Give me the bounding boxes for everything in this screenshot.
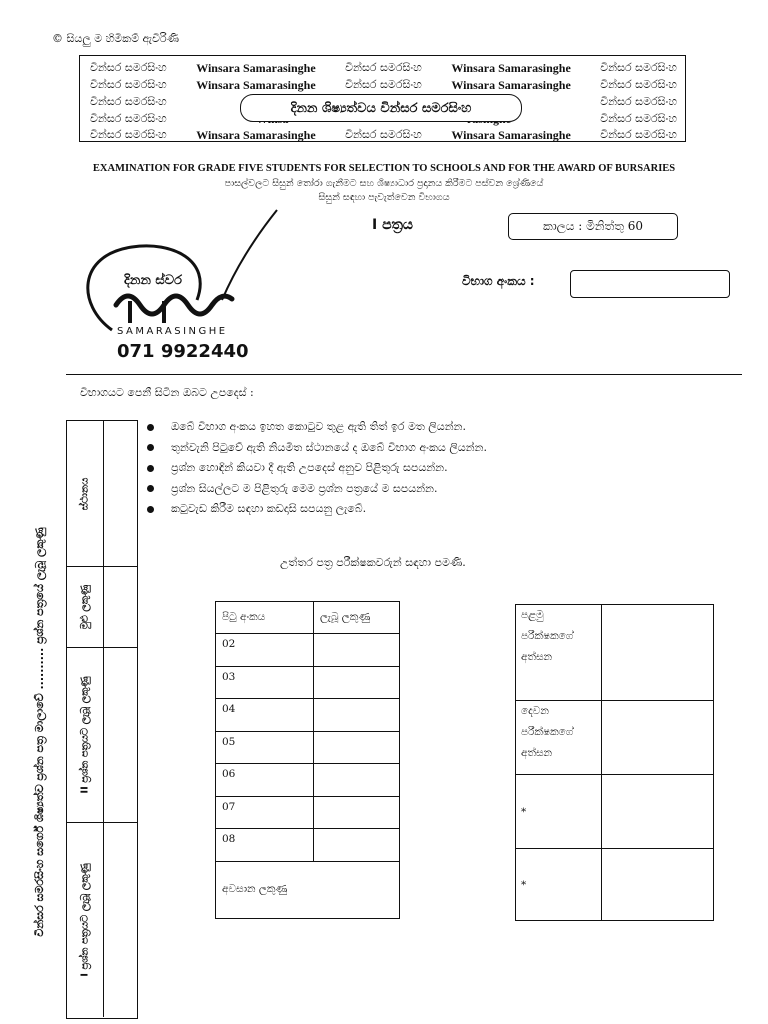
list-item: ඔබේ විභාග අංකය ඉහත කොටුව තුළ ඇති තිත් ඉර මත ලියන්න. <box>147 417 487 438</box>
marks-table <box>215 601 400 919</box>
index-number-label: විභාග අංකය : <box>462 274 535 288</box>
table-header-row: පිටු අංකය ලැබූ ලකුණු <box>216 602 400 634</box>
watermark-row: වින්සර සමරසිංහ වින්සර සමරසිංහ <box>90 112 677 125</box>
side-row-total: මුළු ලකුණු <box>67 566 137 648</box>
table-row: 03 <box>216 666 400 699</box>
side-row-paper1: I ප්‍රශ්න පත්‍රයට ලැබූ ලකුණු <box>67 822 137 1017</box>
watermark-row: වින්සර සමරසිංහ වින්සර සමරසිංහ <box>90 95 677 108</box>
logo-brand: SAMARASINGHE <box>117 326 228 337</box>
instructions-list <box>147 417 487 520</box>
table-row: 06 <box>216 764 400 797</box>
table-row: 05 <box>216 731 400 764</box>
divider <box>66 374 742 375</box>
logo-phone: 071 9922440 <box>117 341 249 362</box>
side-row-paper2: II ප්‍රශ්න පත්‍රයට ලැබූ ලකුණු <box>67 647 137 823</box>
exam-title: EXAMINATION FOR GRADE FIVE STUDENTS FOR SELECTION TO SCHOOLS AND FOR THE AWARD OF BURSARIES <box>92 163 676 174</box>
table-row: 08 <box>216 829 400 862</box>
time-box: කාලය : මිනිත්තු 60 <box>508 213 678 240</box>
paper-number: I පත්‍රය <box>372 217 413 233</box>
table-row: * <box>516 849 714 921</box>
side-vertical-note: වින්සර සමරසිංහ සර්ගේ ශිෂ්‍යත්ව ප්‍රශ්න පත්‍ර මාලාවේ .......... ප්‍රශ්න පත්‍රයේ ලැබූ ලකුණු <box>33 527 46 937</box>
watermark-row: වින්සර සමරසිංහ Winsara Samarasinghe වින්සර සමරසිංහ Winsara Samarasinghe වින්සර සමරසිංහ <box>90 61 677 75</box>
table-row: පළමු පරීක්ෂකගේ අත්සන <box>516 605 714 701</box>
table-row: දෙවන පරීක්ෂකගේ අත්සන <box>516 701 714 775</box>
bullet-icon <box>147 444 154 451</box>
second-examiner-signature[interactable] <box>602 701 714 775</box>
side-row-rank: ස්ථානය <box>67 421 137 567</box>
total-row: අවසාන ලකුණු <box>216 861 400 918</box>
index-number-input[interactable] <box>570 270 730 298</box>
list-item: තුන්වැනි පිටුවේ ඇති නියමිත ස්ථානයේ ද ඔබේ විභාග අංකය ලියන්න. <box>147 438 487 459</box>
table-row: 04 <box>216 699 400 732</box>
exam-subtitle-line1: පාසල්වලට සිසුන් තෝරා ගැනීමට සහ ශිෂ්‍යාධාර ප්‍රදානය කිරීමට පස්වන ශ්‍රේණියේ <box>224 178 544 189</box>
list-item: කටුවැඩ කිරීම සඳහා කඩදාසි සපයනු ලැබේ. <box>147 499 487 520</box>
bullet-icon <box>147 506 154 513</box>
bullet-icon <box>147 485 154 492</box>
side-score-table <box>66 420 138 1019</box>
copyright-notice: © සියලු ම හිමිකම් ඇවිරිණි <box>52 32 179 45</box>
list-item: ප්‍රශ්න හොඳින් කියවා දී ඇති උපදෙස් අනුව පිළිතුරු සපයන්න. <box>147 458 487 479</box>
logo-tagline: දිනන ස්වර <box>124 273 182 288</box>
bullet-icon <box>147 424 154 431</box>
watermark-row: වින්සර සමරසිංහ Winsara Samarasinghe වින්සර සමරසිංහ Winsara Samarasinghe වින්සර සමරසිංහ <box>90 128 677 142</box>
table-row: 07 <box>216 796 400 829</box>
signature-table <box>515 604 714 921</box>
banner-title: දිනන ශිෂ්‍යත්වය වින්සර සමරසිංහ <box>240 94 522 122</box>
exam-subtitle-line2: සිසුන් සඳහා පැවැත්වෙන විභාගය <box>318 192 450 203</box>
first-examiner-signature[interactable] <box>602 605 714 701</box>
table-row: * <box>516 775 714 849</box>
table-row: 02 <box>216 634 400 667</box>
watermark-row: වින්සර සමරසිංහ Winsara Samarasinghe වින්සර සමරසිංහ Winsara Samarasinghe වින්සර සමරසිංහ <box>90 78 677 92</box>
instructions-heading: විභාගයට පෙනී සිටින ඔබට උපදෙස් : <box>80 386 254 399</box>
list-item: ප්‍රශ්න සියල්ලට ම පිළිතුරු මෙම ප්‍රශ්න පත්‍රයේ ම සපයන්න. <box>147 479 487 500</box>
examiners-note: උත්තර පත්‍ර පරීක්ෂකවරුන් සඳහා පමණි. <box>280 556 466 569</box>
bullet-icon <box>147 465 154 472</box>
